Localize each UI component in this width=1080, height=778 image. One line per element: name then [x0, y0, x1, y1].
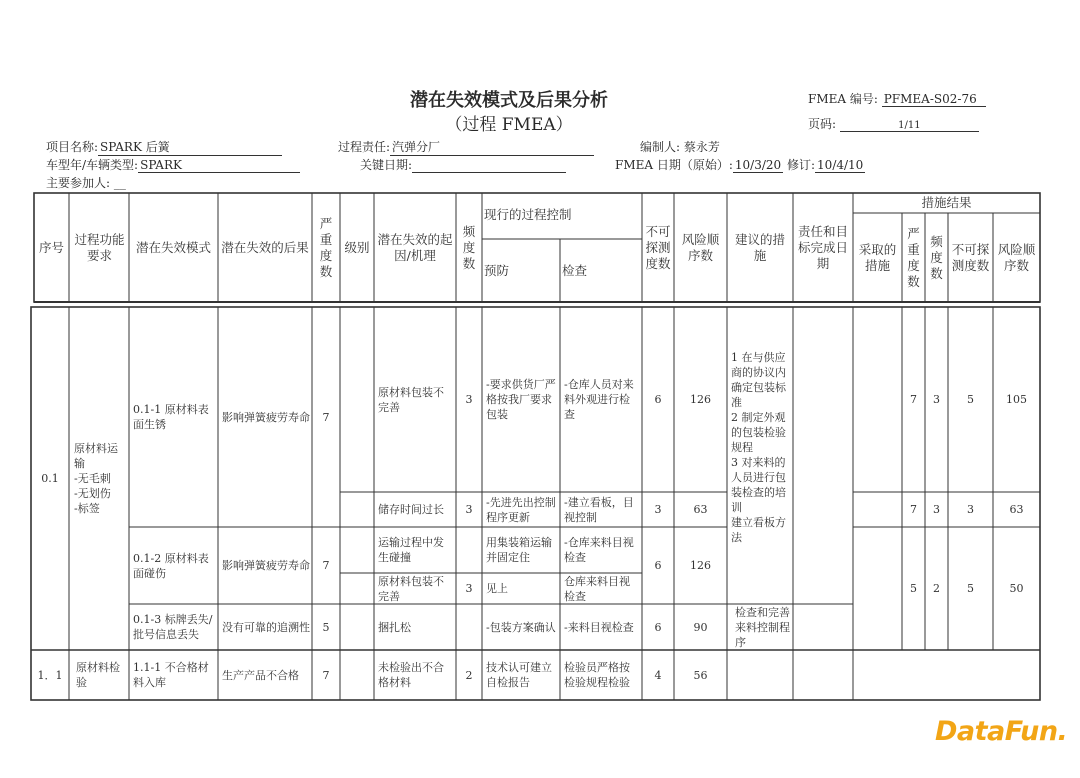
severity-cell: 7	[322, 668, 330, 682]
col-action-taken-header: 采取的措施	[858, 241, 897, 273]
failure-mode-cell: 0.1-3 标牌丢失/批号信息丢失	[133, 613, 213, 641]
row-process: 原材料检验	[76, 661, 120, 689]
col-failure-mode-header: 潜在失效模式	[135, 239, 211, 255]
participants-label: 主要参加人:	[46, 176, 111, 190]
row-seq: 1．1	[37, 668, 63, 682]
occurrence-cell: 3	[465, 582, 473, 595]
col-new-rpn-header: 风险顺序数	[997, 241, 1036, 273]
cause-cell: 储存时间过长	[378, 503, 444, 516]
col-results-header: 措施结果	[921, 195, 972, 210]
prevention-cell: -包装方案确认	[486, 620, 556, 634]
severity-cell: 7	[322, 410, 330, 424]
cause-cell: 运输过程中发生碰撞	[378, 536, 444, 564]
col-class-header: 级别	[344, 239, 370, 255]
occurrence-cell: 2	[465, 668, 473, 682]
rpn-cell: 63	[693, 503, 708, 516]
failure-mode-cell: 0.1-1 原材料表面生锈	[133, 403, 209, 431]
revise-label: 修订:	[787, 158, 816, 172]
col-detection-header: 检查	[562, 262, 588, 278]
fmea-date-value: 10/3/20	[734, 158, 782, 172]
col-effect-header: 潜在失效的后果	[221, 239, 309, 255]
detection-cell: 仓库来料目视检查	[564, 574, 630, 603]
occurrence-cell: 3	[465, 503, 473, 516]
failure-mode-cell: 1.1-1 不合格材料入库	[133, 661, 209, 689]
prevention-cell: 技术认可建立自检报告	[486, 661, 552, 689]
participants-value: __	[113, 176, 126, 190]
occurrence-cell: 3	[465, 393, 473, 406]
recommended-action-cell: 检查和完善来料控制程序	[735, 605, 790, 649]
detectability-cell: 6	[654, 559, 662, 572]
rpn-cell: 126	[690, 559, 711, 572]
fmea-date-label: FMEA 日期（原始）:	[615, 158, 733, 172]
detection-cell: 检验员严格按检验规程检验	[564, 661, 630, 689]
detectability-cell: 6	[654, 620, 662, 634]
doc-subtitle: （过程 FMEA）	[445, 115, 573, 135]
new-severity-cell: 5	[910, 582, 917, 595]
detection-cell: -仓库人员对来料外观进行检查	[564, 378, 634, 421]
new-rpn-cell: 105	[1006, 393, 1027, 406]
detection-cell: -仓库来料目视检查	[564, 536, 634, 564]
project-value: SPARK 后簧	[98, 138, 282, 156]
col-occurrence-header: 频度数	[462, 223, 476, 271]
cause-cell: 原材料包装不完善	[378, 385, 444, 414]
detectability-cell: 3	[654, 503, 662, 516]
project-label: 项目名称:	[46, 140, 99, 154]
cause-cell: 捆扎松	[378, 620, 411, 634]
process-owner-label: 过程责任:	[338, 140, 391, 154]
effect-cell: 影响弹簧疲劳寿命	[222, 410, 310, 424]
col-prevention-header: 预防	[484, 262, 510, 278]
row-seq: 0.1	[41, 472, 59, 485]
row-process: 原材料运输 -无毛刺 -无划伤 -标签	[74, 442, 118, 515]
new-rpn-cell: 50	[1009, 582, 1024, 595]
revise-value: 10/4/10	[817, 158, 864, 172]
prevention-cell: 见上	[486, 582, 508, 595]
recommended-action-cell: 1 在与供应商的协议内确定包装标准 2 制定外观的包装检验规程 3 对来料的人员进行包装检查的培训 建立看板方法	[731, 351, 786, 544]
detection-cell: -建立看板，目视控制	[564, 495, 634, 524]
model-label: 车型年/车辆类型:	[46, 158, 139, 172]
col-responsibility-header: 责任和目标完成日期	[797, 223, 848, 271]
fmea-no-label: FMEA 编号:	[808, 92, 878, 106]
model-value: SPARK	[138, 158, 300, 173]
failure-mode-cell: 0.1-2 原材料表面碰伤	[133, 551, 209, 580]
severity-cell: 5	[322, 620, 330, 634]
page-label: 页码:	[808, 117, 837, 131]
new-severity-cell: 7	[910, 393, 917, 406]
page-value: 1/11	[840, 120, 979, 132]
cause-cell: 原材料包装不完善	[378, 574, 444, 603]
col-process-header: 过程功能要求	[74, 231, 125, 263]
col-rpn-header: 风险顺序数	[681, 231, 720, 263]
new-rpn-cell: 63	[1009, 503, 1024, 516]
datafun-watermark: DataFun.	[935, 716, 1068, 747]
editor-value: 蔡永芳	[683, 140, 720, 154]
effect-cell: 影响弹簧疲劳寿命	[222, 559, 310, 572]
doc-title: 潜在失效模式及后果分析	[410, 90, 608, 111]
process-owner-value: 汽弹分厂	[390, 138, 594, 156]
detectability-cell: 6	[654, 393, 662, 406]
detection-cell: -来料目视检查	[564, 620, 634, 634]
rpn-cell: 126	[690, 393, 711, 406]
prevention-cell: 用集装箱运输并固定住	[486, 536, 552, 564]
detectability-cell: 4	[654, 668, 662, 682]
new-detection-cell: 5	[967, 393, 974, 406]
key-date-label: 关键日期:	[360, 158, 413, 172]
col-new-severity-header: 严重度数	[907, 225, 920, 289]
severity-cell: 7	[322, 559, 330, 572]
prevention-cell: -先进先出控制程序更新	[486, 495, 556, 524]
new-detection-cell: 5	[967, 582, 974, 595]
new-occurrence-cell: 2	[933, 582, 940, 595]
new-detection-cell: 3	[967, 503, 974, 516]
col-control-header: 现行的过程控制	[484, 207, 572, 222]
col-cause-header: 潜在失效的起因/机理	[377, 231, 453, 263]
rpn-cell: 56	[693, 668, 708, 682]
col-seq-header: 序号	[38, 239, 64, 255]
cause-cell: 未检验出不合格材料	[378, 661, 444, 689]
col-severity-header: 严重度数	[319, 215, 333, 279]
new-occurrence-cell: 3	[933, 503, 940, 516]
effect-cell: 生产产品不合格	[222, 668, 299, 682]
fmea-no-value: PFMEA-S02-76	[882, 92, 986, 107]
rpn-cell: 90	[693, 620, 708, 634]
new-occurrence-cell: 3	[933, 393, 940, 406]
prevention-cell: -要求供货厂严格按我厂要求包装	[486, 378, 556, 421]
col-new-occurrence-header: 频度数	[930, 233, 943, 281]
col-new-detection-header: 不可探测度数	[951, 241, 990, 273]
col-recommend-header: 建议的措施	[734, 231, 785, 263]
effect-cell: 没有可靠的追溯性	[222, 620, 310, 634]
new-severity-cell: 7	[910, 503, 917, 516]
editor-label: 编制人:	[640, 140, 681, 154]
col-detectability-header: 不可探测度数	[645, 223, 671, 271]
